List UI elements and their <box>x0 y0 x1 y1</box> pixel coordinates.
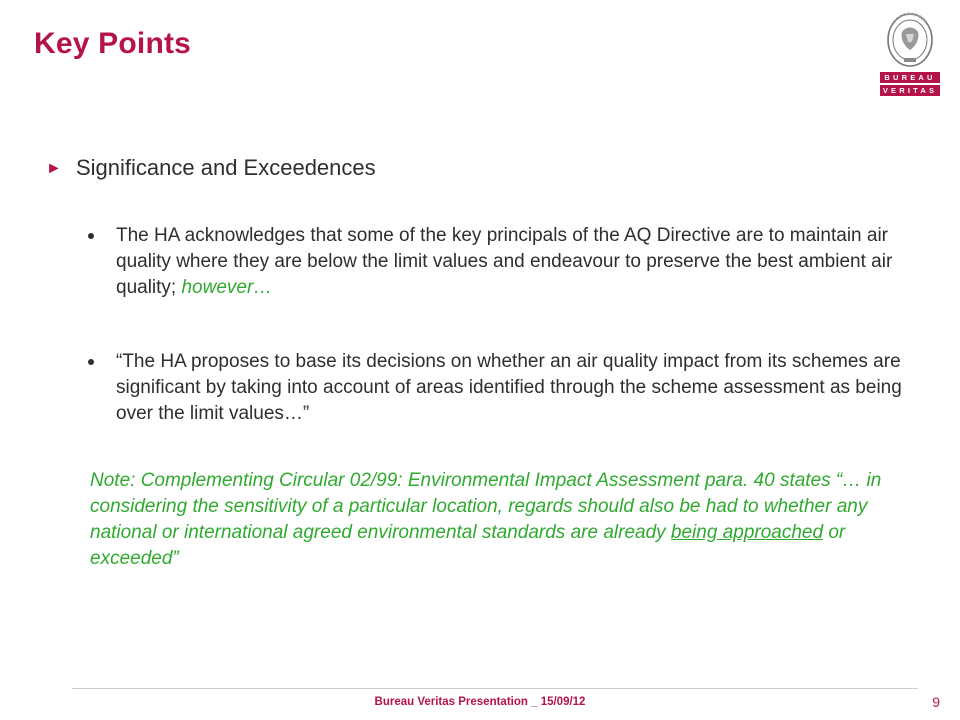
sub-bullet-1-emphasis: however… <box>181 277 273 298</box>
footer-text: Bureau Veritas Presentation _ 15/09/12 <box>374 696 586 708</box>
dot-bullet-icon <box>88 233 94 239</box>
seal-icon <box>882 12 938 68</box>
sub-bullet-2 <box>116 349 906 427</box>
sub-bullet-1 <box>116 223 906 301</box>
bureau-veritas-logo <box>880 12 940 95</box>
main-bullet <box>46 155 376 181</box>
arrow-bullet-icon: ► <box>46 160 62 177</box>
main-bullet-text: Significance and Exceedences <box>76 155 376 180</box>
footer-divider <box>72 688 918 689</box>
sub-bullet-2-text: “The HA proposes to base its decisions on whether an air quality impact from its schemes are significant by taking into account of areas identified through the scheme assessment as being over the limit values…” <box>116 351 902 424</box>
note-paragraph <box>90 468 910 572</box>
slide-title: Key Points <box>34 27 192 60</box>
page-number: 9 <box>932 694 940 710</box>
note-text-before: Note: Complementing Circular 02/99: Environmental Impact Assessment para. 40 states “… in considering the sensitivity of a particular location, regards should also be had to whether any national or international agreed environmental standards are already <box>90 470 882 543</box>
sub-bullet-1-text: The HA acknowledges that some of the key principals of the AQ Directive are to maintain air quality where they are below the limit values and endeavour to preserve the best ambient air quality; <box>116 225 893 298</box>
note-underlined: being approached <box>670 522 824 543</box>
note-text-after: or exceeded” <box>90 522 846 569</box>
logo-band-veritas: VERITAS <box>880 85 940 96</box>
logo-band-bureau: BUREAU <box>880 72 940 83</box>
dot-bullet-icon <box>88 359 94 365</box>
